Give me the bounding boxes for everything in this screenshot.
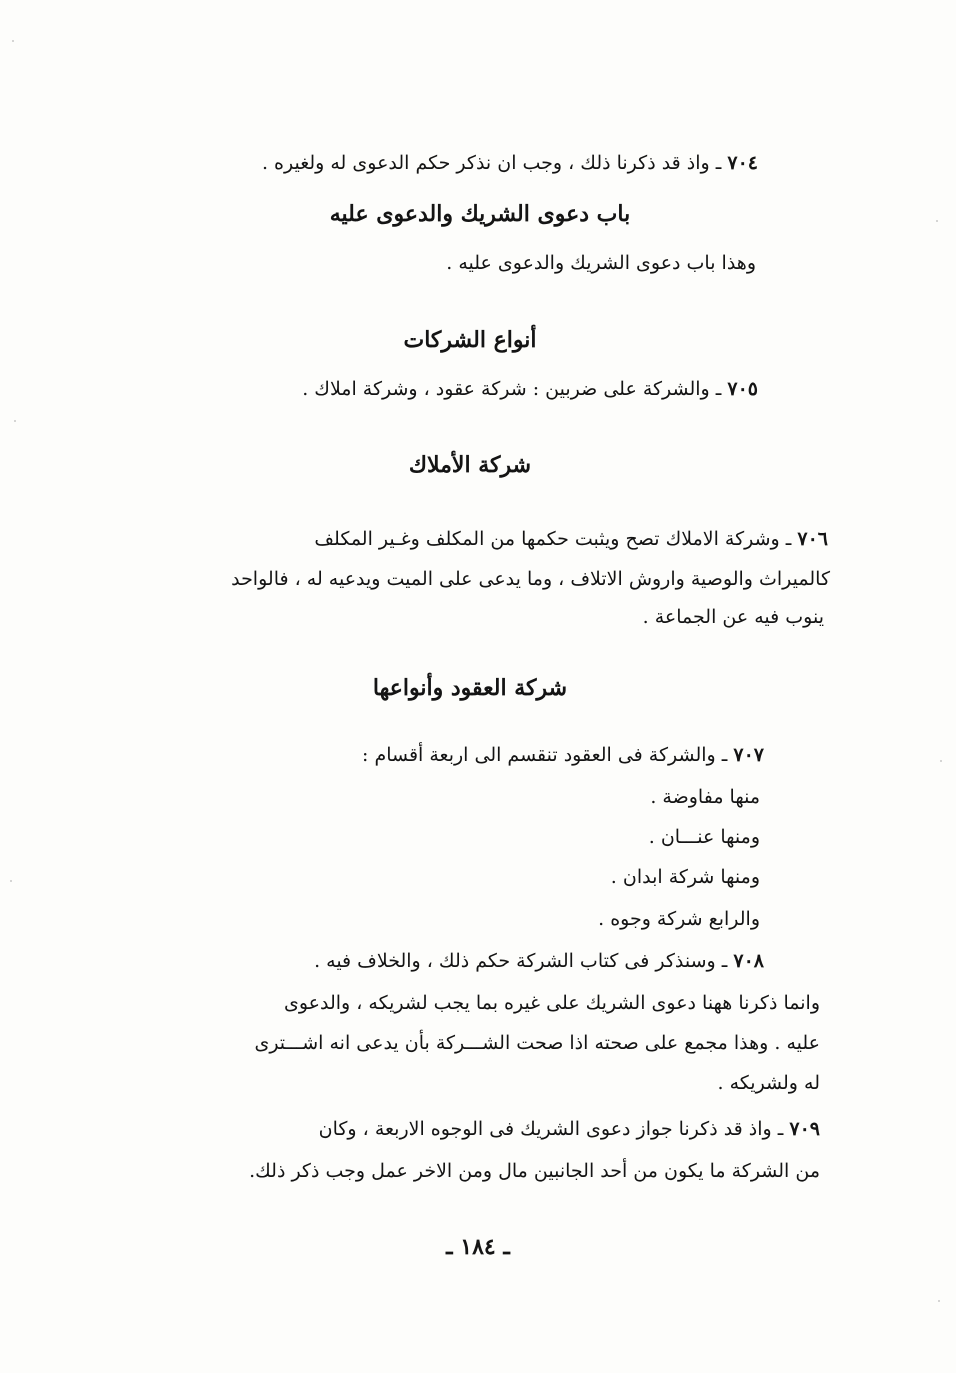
list-item-wujuh: والرابع شركة وجوه . xyxy=(598,908,760,930)
paragraph-text: ـ والشركة على ضربين : شركة عقود ، وشركة املاك . xyxy=(302,378,728,400)
list-item-abdan: ومنها شركة ابدان . xyxy=(610,866,760,888)
scan-speck xyxy=(14,420,16,422)
section-heading-types: أنواع الشركات xyxy=(403,327,537,353)
paragraph-text: ـ وشركة الاملاك تصح ويثبت حكمها من المكلف وغـير المكلف xyxy=(314,528,798,550)
paragraph-709-line1 xyxy=(319,1114,820,1144)
paragraph-number: ٧٠٨ xyxy=(733,950,764,972)
paragraph-704 xyxy=(262,148,758,178)
paragraph-708-line3: عليه . وهذا مجمع على صحته اذا صحت الشـــركة بأن يدعى انه اشـــترى xyxy=(254,1032,820,1054)
paragraph-708-line1 xyxy=(314,946,764,976)
intro-line: وهذا باب دعوى الشريك والدعوى عليه . xyxy=(446,252,756,274)
paragraph-705 xyxy=(302,374,758,404)
paragraph-707 xyxy=(362,740,764,770)
paragraph-text: ـ وسنذكر فى كتاب الشركة حكم ذلك ، والخلاف فيه . xyxy=(314,950,734,972)
scan-speck xyxy=(10,880,12,882)
scan-speck xyxy=(938,1300,940,1302)
paragraph-text: ـ والشركة فى العقود تنقسم الى اربعة أقسام : xyxy=(362,744,734,766)
section-heading-amlak: شركة الأملاك xyxy=(408,452,532,478)
section-heading-bab: باب دعوى الشريك والدعوى عليه xyxy=(329,201,631,227)
paragraph-708-line4: له ولشريكه . xyxy=(717,1072,820,1094)
section-heading-uqud: شركة العقود وأنواعها xyxy=(372,675,568,701)
paragraph-text: ـ واذ قد ذكرنا جواز دعوى الشريك فى الوجوه الاربعة ، وكان xyxy=(318,1118,790,1140)
paragraph-709-line2: من الشركة ما يكون من أحد الجانبين مال ومن الاخر عمل وجب ذكر ذلك. xyxy=(249,1160,820,1182)
paragraph-number: ٧٠٥ xyxy=(727,378,758,400)
paragraph-number: ٧٠٤ xyxy=(727,152,758,174)
page-number: ـ ١٨٤ ـ xyxy=(446,1234,510,1260)
paragraph-number: ٧٠٩ xyxy=(789,1118,820,1140)
scan-speck xyxy=(12,40,14,42)
paragraph-706-line3: ينوب فيه عن الجماعة . xyxy=(642,606,824,628)
scan-speck xyxy=(936,220,938,222)
paragraph-708-line2: وانما ذكرنا ههنا دعوى الشريك على غيره بما يجب لشريكه ، والدعوى xyxy=(283,992,820,1014)
paragraph-706-line2: كالميراث والوصية واروش الاتلاف ، وما يدعى على الميت ويدعيه له ، فالواحد xyxy=(231,568,830,590)
paragraph-number: ٧٠٧ xyxy=(733,744,764,766)
scan-speck xyxy=(940,760,942,762)
paragraph-number: ٧٠٦ xyxy=(797,528,828,550)
list-item-inan: ومنها عنـــان . xyxy=(648,826,760,848)
paragraph-text: ـ واذ قد ذكرنا ذلك ، وجب ان نذكر حكم الدعوى له ولغيره . xyxy=(261,152,728,174)
list-item-mufawada: منها مفاوضة . xyxy=(650,786,760,808)
paragraph-706-line1 xyxy=(314,524,828,554)
